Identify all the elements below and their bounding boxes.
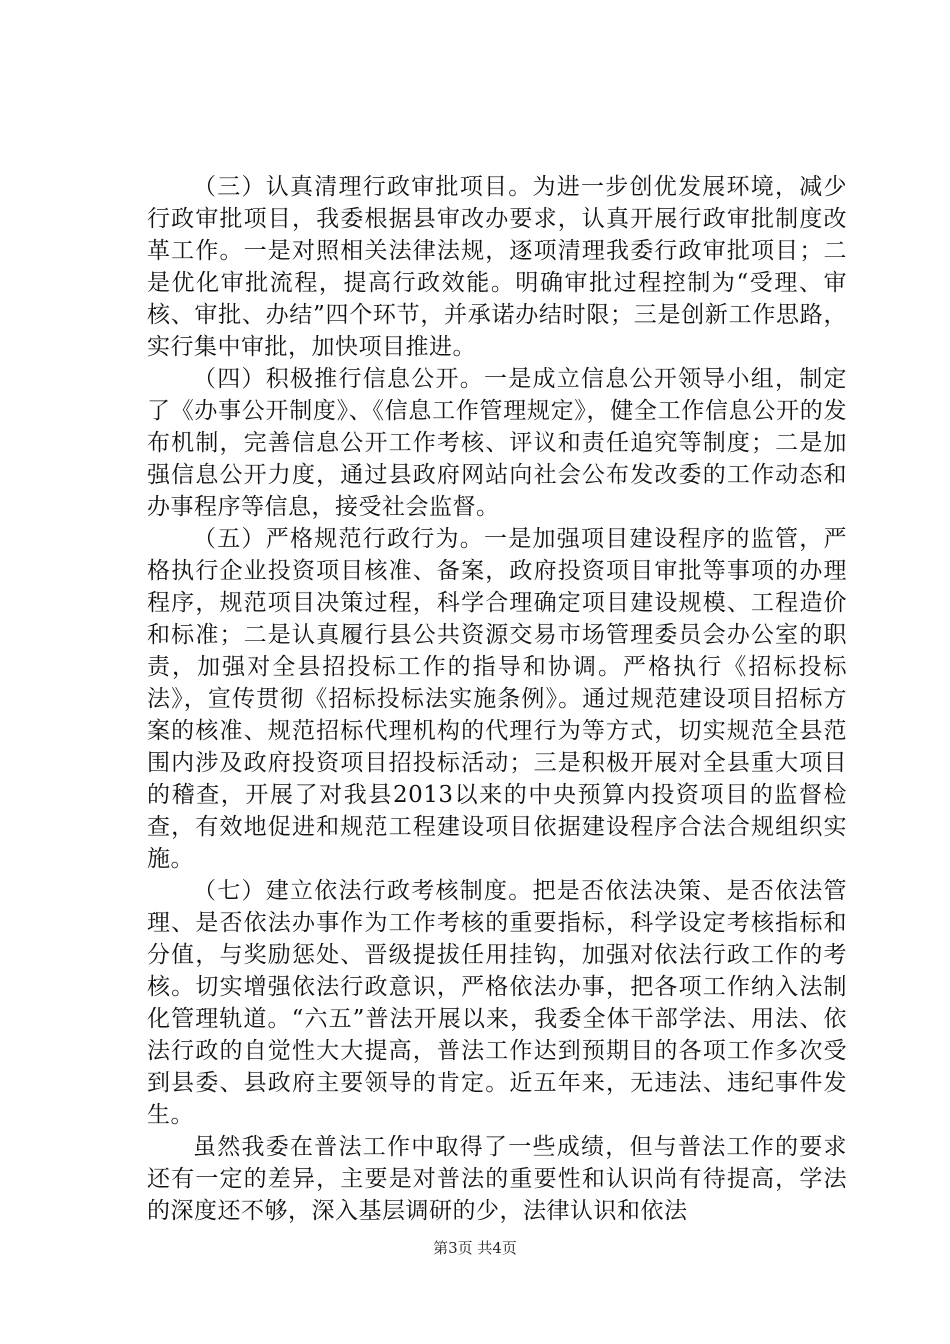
document-body <box>147 171 847 1227</box>
paragraph-section-5: （五）严格规范行政行为。一是加强项目建设程序的监管，严格执行企业投资项目核准、备案，政府投资项目审批等事项的办理程序，规范项目决策过程，科学合理确定项目建设规模、工程造价和标准；二是认真履行县公共资源交易市场管理委员会办公室的职责，加强对全县招投标工作的指导和协调。严格执行《招标投标法》，宣传贯彻《招标投标法实施条例》。通过规范建设项目招标方案的核准、规范招标代理机构的代理行为等方式，切实规范全县范围内涉及政府投资项目招投标活动；三是积极开展对全县重大项目的稽查，开展了对我县2013以来的中央预算内投资项目的监督检查，有效地促进和规范工程建设项目依据建设程序合法合规组织实施。 <box>147 526 847 872</box>
paragraph-shortcomings: 虽然我委在普法工作中取得了一些成绩，但与普法工作的要求还有一定的差异，主要是对普法的重要性和认识尚有待提高，学法的深度还不够，深入基层调研的少，法律认识和依法 <box>147 1134 847 1224</box>
paragraph-section-4: （四）积极推行信息公开。一是成立信息公开领导小组，制定了《办事公开制度》、《信息工作管理规定》，健全工作信息公开的发布机制，完善信息公开工作考核、评议和责任追究等制度；二是加强信息公开力度，通过县政府网站向社会公布发改委的工作动态和办事程序等信息，接受社会监督。 <box>147 366 847 520</box>
page-number-footer: 第3页 共4页 <box>433 1239 517 1257</box>
paragraph-section-7: （七）建立依法行政考核制度。把是否依法决策、是否依法管理、是否依法办事作为工作考核的重要指标，科学设定考核指标和分值，与奖励惩处、晋级提拔任用挂钩，加强对依法行政工作的考核。切实增强依法行政意识，严格依法办事，把各项工作纳入法制化管理轨道。“六五”普法开展以来，我委全体干部学法、用法、依法行政的自觉性大大提高，普法工作达到预期目的各项工作多次受到县委、县政府主要领导的肯定。近五年来，无违法、违纪事件发生。 <box>147 878 847 1128</box>
paragraph-section-3: （三）认真清理行政审批项目。为进一步创优发展环境，减少行政审批项目，我委根据县审改办要求，认真开展行政审批制度改革工作。一是对照相关法律法规，逐项清理我委行政审批项目；二是优化审批流程，提高行政效能。明确审批过程控制为“受理、审核、审批、办结”四个环节，并承诺办结时限；三是创新工作思路，实行集中审批，加快项目推进。 <box>147 174 847 360</box>
